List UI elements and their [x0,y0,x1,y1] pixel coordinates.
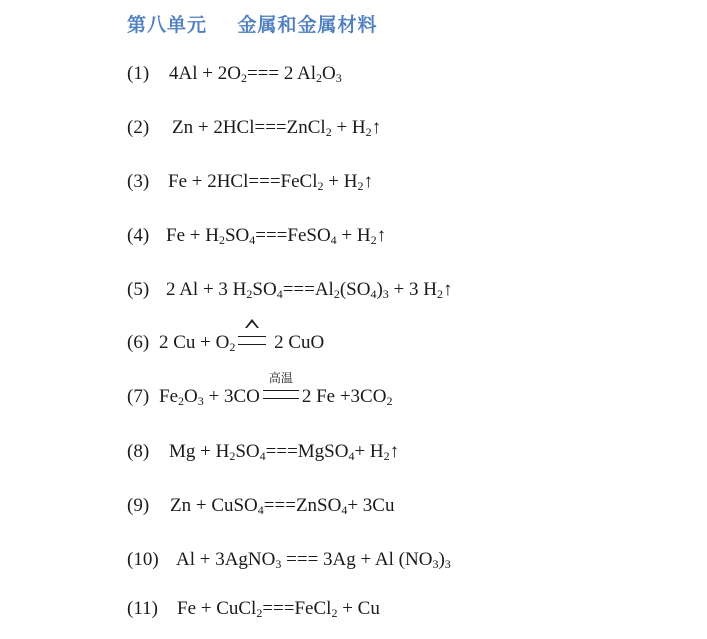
formula-text: ===MgSO [265,441,349,462]
subscript: 3 [275,557,282,571]
equation-formula [176,549,451,570]
reaction-condition [263,371,299,409]
subscript: 2 [333,287,340,301]
formula-text: 2 Al + 3 H [166,279,247,300]
formula-text: + 3Cu [347,495,395,516]
double-line-equals-icon [263,390,299,399]
equation-row [127,62,342,86]
formula-text: Fe + 2HCl===FeCl [168,171,318,192]
equation-formula [172,117,381,138]
formula-text: + 3 H [388,279,437,300]
formula-text: ===FeSO [255,225,331,246]
equation-formula [177,598,380,619]
equation-number: (1) [127,63,150,84]
formula-text: Fe + H [166,225,219,246]
equation-number: (5) [127,279,150,300]
equation-row [127,331,324,355]
equation-number: (11) [127,598,158,619]
double-line-equals-icon [238,336,266,345]
subscript: 3 [335,71,342,85]
formula-text: Zn + CuSO [170,495,258,516]
subscript: 4 [330,233,337,247]
equation-formula [166,225,386,246]
formula-text: Zn + 2HCl===ZnCl [172,117,326,138]
subscript: 4 [370,287,377,301]
formula-text: (SO [339,279,371,300]
formula-text: + H [331,117,366,138]
subscript: 2 [370,233,377,247]
equation-number: (9) [127,495,150,516]
equation-formula [159,371,393,408]
formula-text: Fe [159,386,178,407]
equation-formula [166,279,452,300]
equation-row [127,224,386,248]
equation-formula [169,441,399,462]
subscript: 2 [325,125,332,139]
equation-row [127,440,399,464]
formula-text: + H [354,441,384,462]
formula-text: === 3Ag + Al (NO [281,549,433,570]
equation-formula [168,171,373,192]
formula-text: + H [323,171,358,192]
formula-text: ) [438,549,445,570]
equation-number: (6) [127,332,150,353]
subscript: 2 [256,606,263,620]
subscript: 2 [436,287,443,301]
formula-text: 2 CuO [269,332,325,353]
formula-text: 2 Cu + O [159,332,230,353]
subscript: 2 [229,340,236,354]
formula-text: ↑ [376,225,387,246]
equation-formula [170,495,394,516]
equation-row [127,170,373,194]
equation-row [127,116,381,140]
equation-row [127,548,451,572]
subscript: 2 [229,449,236,463]
formula-text: ↑ [389,441,400,462]
subscript: 2 [240,71,247,85]
formula-text: O [322,63,336,84]
subscript: 2 [365,125,372,139]
subscript: 4 [341,503,348,517]
equation-row [127,278,452,302]
formula-text: ↑ [371,117,382,138]
subscript: 2 [178,394,184,408]
subscript: 2 [218,233,225,247]
subscript: 4 [249,233,256,247]
equation-number: (7) [127,386,150,407]
subscript: 3 [382,287,389,301]
equation-row [127,494,394,518]
subscript: 2 [386,394,393,408]
subscript: 4 [257,503,264,517]
equation-number: (8) [127,441,150,462]
formula-text: + 3CO [203,386,260,407]
subscript: 4 [259,449,266,463]
formula-text: ===ZnSO [263,495,342,516]
subscript: 3 [444,557,451,571]
formula-text: O [184,386,198,407]
condition-label: 高温 [268,371,293,385]
subscript: 4 [276,287,283,301]
formula-text: Mg + H [169,441,230,462]
reaction-condition [238,331,266,355]
formula-text: 2 Fe +3CO [301,386,387,407]
subscript: 3 [432,557,439,571]
formula-text: SO [252,279,277,300]
formula-text: Al + 3AgNO [176,549,276,570]
formula-text: SO [235,441,260,462]
subscript: 3 [197,394,204,408]
subscript: 2 [246,287,253,301]
equation-number: (3) [127,171,150,192]
equation-row [127,597,380,621]
equation-number: (2) [127,117,150,138]
subscript: 4 [348,449,355,463]
page-title: 第八单元 金属和金属材料 [127,14,378,36]
equation-row [127,371,393,409]
subscript: 2 [383,449,390,463]
formula-text: ) [376,279,383,300]
subscript: 2 [316,71,323,85]
formula-text: === 2 Al [246,63,317,84]
subscript: 2 [357,179,364,193]
formula-text: + H [336,225,371,246]
formula-text: ↑ [363,171,373,192]
equation-number: (10) [127,549,159,570]
subscript: 2 [317,179,324,193]
equation-formula [159,332,324,353]
formula-text: + Cu [337,598,380,619]
heat-triangle-icon [245,319,259,328]
formula-text: SO [224,225,250,246]
formula-text: Fe + CuCl [177,598,257,619]
formula-text: ===FeCl [262,598,332,619]
formula-text: ↑ [442,279,453,300]
subscript: 2 [331,606,338,620]
formula-text: 4Al + 2O [169,63,241,84]
formula-text: ===Al [282,279,334,300]
equation-formula [169,63,342,84]
equation-number: (4) [127,225,150,246]
